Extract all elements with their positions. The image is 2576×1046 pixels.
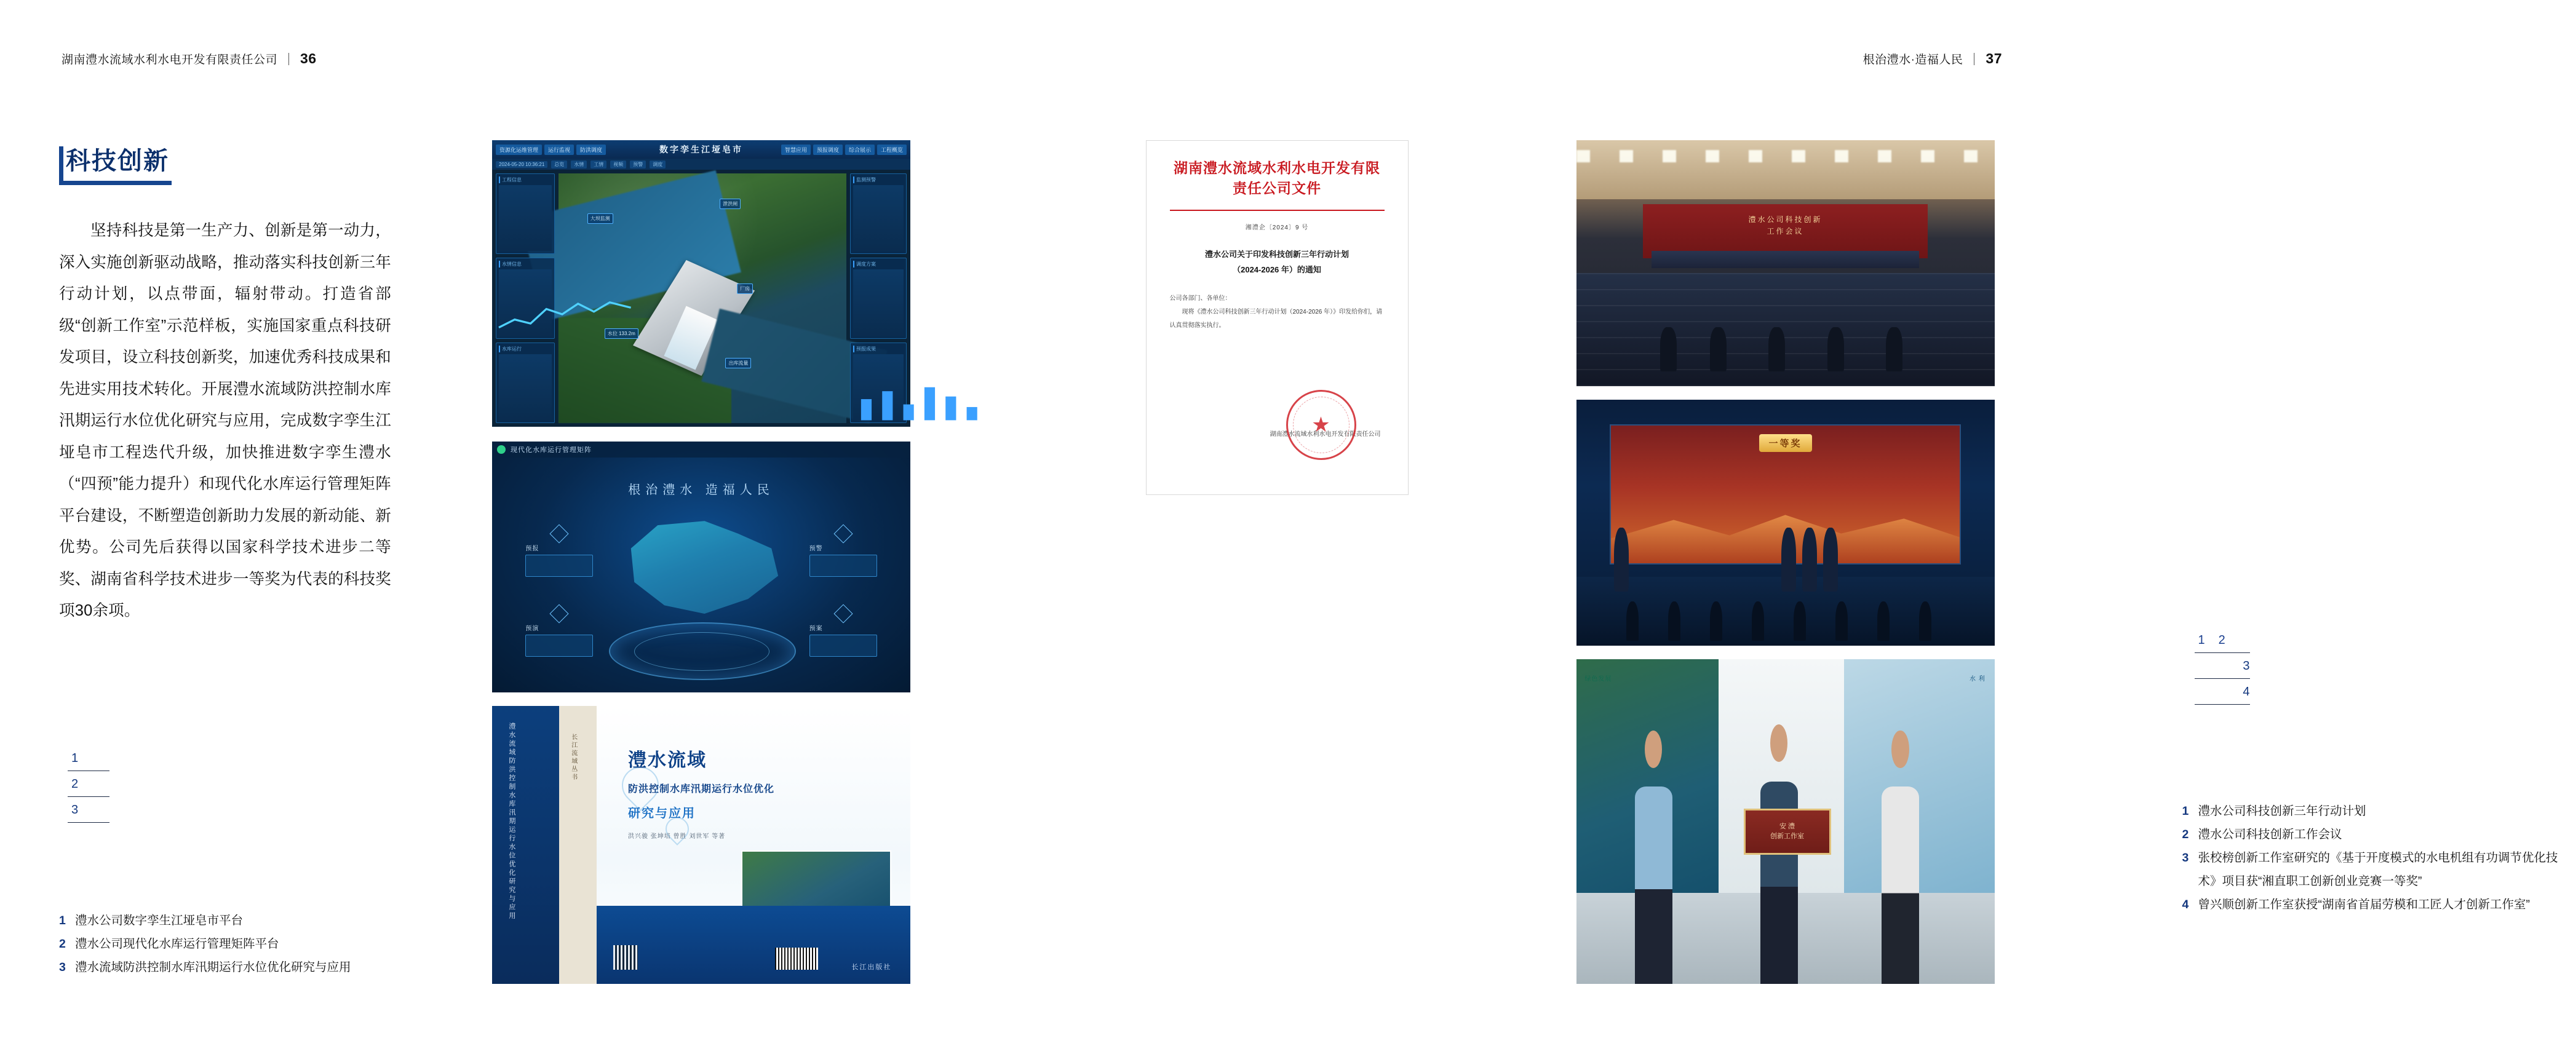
- running-head-left-text: 湖南澧水流域水利水电开发有限责任公司: [62, 53, 278, 66]
- dt-chip-water[interactable]: 水情: [571, 160, 587, 168]
- book-spine: [492, 706, 559, 984]
- mx-node-forecast[interactable]: [525, 527, 593, 577]
- document-title-line1: 澧水公司关于印发科技创新三年行动计划: [1204, 250, 1349, 259]
- mx-node-plan[interactable]: [809, 607, 877, 657]
- audience-member: [1919, 601, 1931, 641]
- dt-tab-apps[interactable]: 智慧应用: [781, 145, 811, 155]
- body-paragraph: 坚持科技是第一生产力、创新是第一动力，深入实施创新驱动战略，推动落实科技创新三年行动计划，以点带面，辐射带动。打造省部级“创新工作室”示范样板，实施国家重点科技研发项目，设立科技创新奖，加速优秀科技成果和先进实用技术转化。开展澧水流域防洪控制水库汛期运行水位优化研究与应用，完成数字孪生江垭皂市工程迭代升级，加快推进数字孪生澧水（“四预”能力提升）和现代化水库运行管理矩阵平台建设，不断塑造创新助力发展的新动能、新优势。公司先后获得以国家科学技术进步二等奖、湖南省科学技术进步一等奖为代表的科技奖项30余项。: [59, 222, 391, 619]
- running-head-left: [62, 50, 317, 67]
- dt-subbar: [492, 159, 910, 170]
- dt-tab-ops[interactable]: 资源化运维管理: [496, 145, 542, 155]
- banner-line-1: 澧水公司科技创新: [1748, 215, 1823, 224]
- hotspot-water-level[interactable]: 水位 133.2m: [605, 328, 638, 339]
- barcode-icon: [775, 948, 818, 970]
- book-spine-text: 澧水流域防洪控制水库汛期运行水位优化研究与应用: [507, 723, 515, 921]
- award-recipient: [1802, 528, 1817, 592]
- mx-node-label: 预演: [525, 625, 539, 633]
- book-spine-secondary: [559, 706, 597, 984]
- dt-panel-title: 预报成果: [853, 346, 904, 352]
- audience-member: [1626, 601, 1639, 641]
- caption-text: 澧水流域防洪控制水库汛期运行水位优化研究与应用: [75, 961, 351, 975]
- figure-index-4: 4: [2195, 685, 2250, 705]
- book-cover-photo: [741, 850, 892, 914]
- host-presenter: [1614, 528, 1629, 592]
- audience-member: [1835, 601, 1848, 641]
- award-recipient: [1823, 528, 1838, 592]
- running-head-right: [1863, 50, 2002, 67]
- dt-chip-summary[interactable]: 总览: [551, 160, 567, 168]
- hotspot-dam-monitor[interactable]: 大坝监测: [587, 213, 613, 224]
- list-item: [59, 932, 403, 956]
- book-badge-text: 长江流域丛书: [570, 734, 577, 782]
- figure-index-row-1: [2195, 633, 2250, 653]
- section-heading: [59, 146, 213, 185]
- document-red-rule: [1170, 210, 1385, 211]
- dt-tab-forecast[interactable]: 预报调度: [813, 145, 843, 155]
- attendee: [1660, 327, 1677, 371]
- person-body: [1635, 786, 1672, 984]
- diamond-icon: [550, 604, 569, 624]
- audience-seating: [1576, 273, 1995, 386]
- caption-list-left: [59, 909, 403, 979]
- mx-node-label: 预警: [809, 545, 823, 552]
- document-header: 湖南澧水流域水利水电开发有限责任公司文件: [1174, 160, 1380, 196]
- caption-text: 曾兴顺创新工作室获授“湖南省首届劳模和工匠人才创新工作室”: [2198, 898, 2530, 912]
- mx-headline: 根治澧水 造福人民: [628, 483, 774, 497]
- caption-text: 澧水公司现代化水库运行管理矩阵平台: [75, 937, 279, 951]
- person-head: [1770, 724, 1787, 762]
- dt-panel-alerts: [850, 173, 907, 254]
- mx-node-body: [809, 635, 877, 657]
- book-subtitle: 防洪控制水库汛期运行水位优化: [628, 784, 775, 795]
- figure-index-3: 3: [68, 803, 109, 823]
- list-item: [59, 956, 403, 979]
- hotspot-outflow[interactable]: 出库流量: [725, 358, 751, 368]
- running-head-right-text: 根治澧水·造福人民: [1862, 53, 1963, 66]
- list-item: [2182, 846, 2576, 893]
- book-authors: 洪兴骏 张坤培 曾胜 刘世军 等著: [628, 833, 726, 841]
- plaque-line-2: 创新工作室: [1770, 833, 1804, 841]
- diamond-icon: [550, 524, 569, 543]
- dt-panel-body: [853, 354, 904, 420]
- caption-text: 澧水公司科技创新三年行动计划: [2198, 804, 2366, 818]
- dt-panel-reservoir-ops: [496, 343, 555, 423]
- diamond-icon: [833, 604, 853, 624]
- dt-panel-dispatch-plan: [850, 258, 907, 338]
- dt-panel-body: [853, 185, 904, 251]
- caption-number: 1: [2182, 804, 2189, 818]
- hotspot-spillway[interactable]: 泄洪闸: [720, 199, 741, 209]
- list-item: [2182, 893, 2576, 916]
- running-head-divider: [288, 53, 289, 65]
- dt-tab-project[interactable]: 工程概览: [877, 145, 907, 155]
- dt-left-tabs: [496, 145, 606, 155]
- dt-panel-title: 监测预警: [853, 176, 904, 183]
- figure-reservoir-matrix-platform: [492, 442, 910, 692]
- plaque-line-1: 安 澧: [1779, 822, 1795, 830]
- mx-node-body: [525, 635, 593, 657]
- book-publisher: 长江出版社: [851, 963, 892, 971]
- dt-tab-overview[interactable]: 综合展示: [845, 145, 875, 155]
- dt-panel-project-info: [496, 173, 555, 254]
- figure-innovation-workroom-award: [1576, 659, 1995, 984]
- figure-award-ceremony: [1576, 400, 1995, 646]
- dt-right-panels: [850, 173, 907, 423]
- person-head: [1891, 731, 1909, 768]
- caption-number: 3: [2182, 851, 2189, 865]
- mx-node-warning[interactable]: [809, 527, 877, 577]
- caption-list-right: [2182, 799, 2576, 916]
- caption-text: 澧水公司科技创新工作会议: [2198, 828, 2342, 842]
- head-table: [1652, 251, 1919, 268]
- dt-panel-forecast-result: [850, 343, 907, 423]
- audience-member: [1668, 601, 1680, 641]
- section-title-text: 科技创新: [59, 146, 172, 185]
- attendee: [1768, 327, 1785, 371]
- diamond-icon: [833, 524, 853, 543]
- award-plaque: [1744, 809, 1831, 855]
- page-number-right: 37: [1986, 50, 2002, 66]
- award-badge: 一等奖: [1759, 434, 1811, 452]
- seal-ring: [1293, 397, 1350, 453]
- qr-code-icon: [613, 945, 638, 970]
- figure-index-1: 1: [2198, 633, 2205, 647]
- banner-line-2: 工作会议: [1767, 227, 1804, 236]
- document-addressee: 公司各部门、各单位：: [1169, 295, 1231, 303]
- book-subtitle-secondary: 研究与应用: [628, 807, 696, 821]
- caption-text: 张校榜创新工作室研究的《基于开度模式的水电机组有功调节优化技术》项目获“湘直职工创新创业竞赛一等奖”: [2198, 851, 2558, 889]
- hotspot-powerhouse[interactable]: 厂房: [737, 283, 753, 294]
- caption-text: 澧水公司数字孪生江垭皂市平台: [75, 914, 244, 927]
- document-title-line2: （2024-2026 年）的通知: [1233, 264, 1321, 274]
- mx-node-label: 预案: [809, 625, 823, 633]
- figure-conference-meeting: [1576, 140, 1995, 386]
- document-number: 湘澧企〔2024〕9 号: [1245, 224, 1309, 231]
- attendee: [1710, 327, 1727, 371]
- conference-banner: [1748, 214, 1822, 237]
- dt-panel-body: [853, 269, 904, 335]
- caption-number: 3: [59, 961, 66, 975]
- figure-book-cover: [492, 706, 910, 984]
- dt-panel-title: 水情信息: [499, 261, 552, 267]
- caption-number: 4: [2182, 898, 2189, 912]
- figure-digital-twin-platform: [492, 140, 910, 427]
- person-right: [1882, 731, 1919, 984]
- mx-node-body: [809, 555, 877, 577]
- person-head: [1645, 731, 1662, 768]
- dt-panel-title: 水库运行: [499, 346, 552, 352]
- dt-tab-monitor[interactable]: 运行监视: [544, 145, 574, 155]
- ceiling-lights: [1576, 150, 1995, 162]
- dt-panel-body: [499, 354, 552, 420]
- attendee: [1886, 327, 1902, 371]
- figure-index-2: 2: [68, 777, 109, 797]
- dt-panel-body: [499, 269, 552, 335]
- document-body: 现将《澧水公司科技创新三年行动计划（2024-2026 年）》印发给你们，请认真贯彻落实执行。: [1169, 309, 1383, 330]
- page-number-left: 36: [300, 50, 317, 66]
- caption-number: 1: [59, 914, 66, 927]
- document-signature: 湖南澧水流域水利水电开发有限责任公司: [1270, 431, 1381, 438]
- document-page: [1170, 157, 1385, 478]
- figure-index-2: 2: [2218, 633, 2225, 647]
- figure-index-right: [2195, 633, 2250, 711]
- dt-chip-alert[interactable]: 预警: [630, 160, 646, 168]
- watershed-map: [618, 517, 785, 622]
- backdrop-right-label: 水 利: [1970, 675, 1986, 683]
- award-recipient: [1781, 528, 1796, 592]
- audience-member: [1752, 601, 1764, 641]
- person-body: [1882, 786, 1919, 984]
- list-item: [59, 909, 403, 932]
- dt-panel-title: 工程信息: [499, 176, 552, 183]
- caption-number: 2: [2182, 828, 2189, 842]
- audience-member: [1710, 601, 1722, 641]
- hall-ceiling: [1576, 140, 1995, 199]
- dt-chip-works[interactable]: 工情: [590, 160, 606, 168]
- dt-panel-title: 调度方案: [853, 261, 904, 267]
- book-bottom-band: [597, 906, 910, 984]
- document-title: [1170, 247, 1385, 277]
- mx-node-label: 预报: [525, 545, 539, 552]
- dt-date-label: 2024-05-20 10:36:21: [496, 161, 547, 168]
- dt-chip-video[interactable]: 视频: [610, 160, 626, 168]
- sparkline-chart: [499, 296, 631, 335]
- decorative-ring-inner: [634, 632, 769, 671]
- attendee: [1827, 327, 1844, 371]
- mx-brand: 现代化水库运行管理矩阵: [511, 446, 592, 454]
- right-page: [1032, 0, 2558, 1046]
- audience-member: [1794, 601, 1806, 641]
- book-title: 澧水流域: [628, 750, 707, 771]
- figure-official-document: [1146, 140, 1409, 495]
- mx-titlebar: [492, 442, 910, 458]
- figure-index-left: [68, 751, 109, 829]
- dt-title: 数字孪生江垭皂市: [659, 145, 743, 154]
- caption-number: 2: [59, 937, 66, 951]
- audience-member: [1877, 601, 1890, 641]
- dt-tab-flood[interactable]: 防洪调度: [576, 145, 606, 155]
- mx-node-body: [525, 555, 593, 577]
- left-page: [0, 0, 1032, 1046]
- dt-right-tabs: [781, 145, 907, 155]
- book-front-cover: [597, 706, 910, 984]
- figure-index-1: 1: [68, 751, 109, 771]
- dt-panel-water-info: [496, 258, 555, 338]
- red-seal-icon: [1286, 390, 1356, 460]
- bar-chart: [853, 381, 985, 420]
- backdrop-left-label: 绿色发展: [1584, 675, 1612, 683]
- person-left: [1635, 731, 1672, 984]
- figure-index-3: 3: [2195, 659, 2250, 679]
- platform-logo-icon: [497, 445, 506, 454]
- list-item: [2182, 799, 2576, 823]
- seal-star-icon: ★: [1311, 413, 1330, 437]
- mx-node-simulation[interactable]: [525, 607, 593, 657]
- list-item: [2182, 823, 2576, 846]
- dt-left-panels: [496, 173, 555, 423]
- dt-panel-body: [499, 185, 552, 251]
- dt-chip-dispatch[interactable]: 调度: [650, 160, 666, 168]
